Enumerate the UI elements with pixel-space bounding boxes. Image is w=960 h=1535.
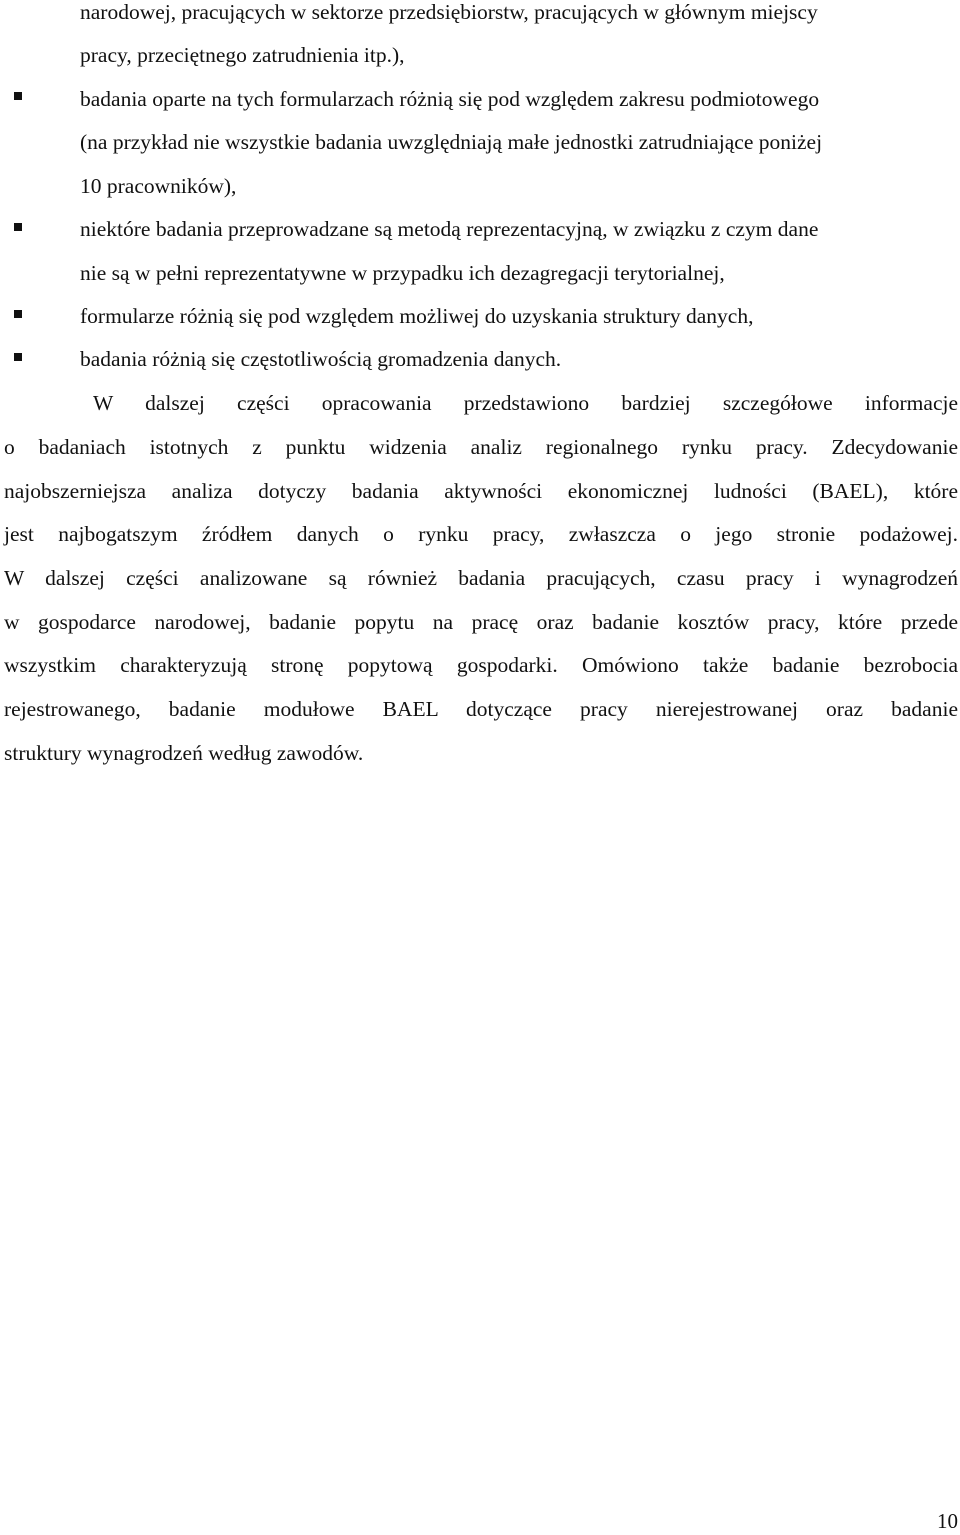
bullet-square-icon bbox=[14, 223, 22, 231]
bullet-item-line: 10 pracowników), bbox=[80, 174, 237, 198]
bullet-item-line: niektóre badania przeprowadzane są metodą reprezentacyjną, w związku z czym dane bbox=[80, 217, 819, 241]
paragraph-line: jest najbogatszym źródłem danych o rynku pracy, zwłaszcza o jego stronie podażowej. bbox=[4, 522, 958, 546]
bullet-square-icon bbox=[14, 353, 22, 361]
bullet-item-line: badania różnią się częstotliwością gromadzenia danych. bbox=[80, 347, 562, 371]
bullet-item-line: nie są w pełni reprezentatywne w przypadku ich dezagregacji terytorialnej, bbox=[80, 261, 725, 285]
paragraph-line: struktury wynagrodzeń według zawodów. bbox=[4, 741, 364, 765]
paragraph-line: w gospodarce narodowej, badanie popytu na pracę oraz badanie kosztów pracy, które przede bbox=[4, 610, 958, 634]
bullet-square-icon bbox=[14, 310, 22, 318]
paragraph-line: najobszerniejsza analiza dotyczy badania aktywności ekonomicznej ludności (BAEL), które bbox=[4, 479, 958, 503]
page-number: 10 bbox=[937, 1509, 958, 1533]
list-continuation-line: narodowej, pracujących w sektorze przedsiębiorstw, pracujących w głównym miejscy bbox=[80, 0, 818, 24]
bullet-item-line: formularze różnią się pod względem możliwej do uzyskania struktury danych, bbox=[80, 304, 754, 328]
bullet-square-icon bbox=[14, 92, 22, 100]
paragraph-line: W dalszej części opracowania przedstawiono bardziej szczegółowe informacje bbox=[93, 391, 958, 415]
paragraph-line: o badaniach istotnych z punktu widzenia analiz regionalnego rynku pracy. Zdecydowanie bbox=[4, 435, 958, 459]
paragraph-line: rejestrowanego, badanie modułowe BAEL dotyczące pracy nierejestrowanej oraz badanie bbox=[4, 697, 958, 721]
paragraph-line: wszystkim charakteryzują stronę popytową gospodarki. Omówiono także badanie bezrobocia bbox=[4, 653, 958, 677]
bullet-item-line: badania oparte na tych formularzach różnią się pod względem zakresu podmiotowego bbox=[80, 87, 820, 111]
bullet-item-line: (na przykład nie wszystkie badania uwzględniają małe jednostki zatrudniające poniżej bbox=[80, 130, 823, 154]
paragraph-line: W dalszej części analizowane są również badania pracujących, czasu pracy i wynagrodzeń bbox=[4, 566, 958, 590]
list-continuation-line: pracy, przeciętnego zatrudnienia itp.), bbox=[80, 43, 405, 67]
